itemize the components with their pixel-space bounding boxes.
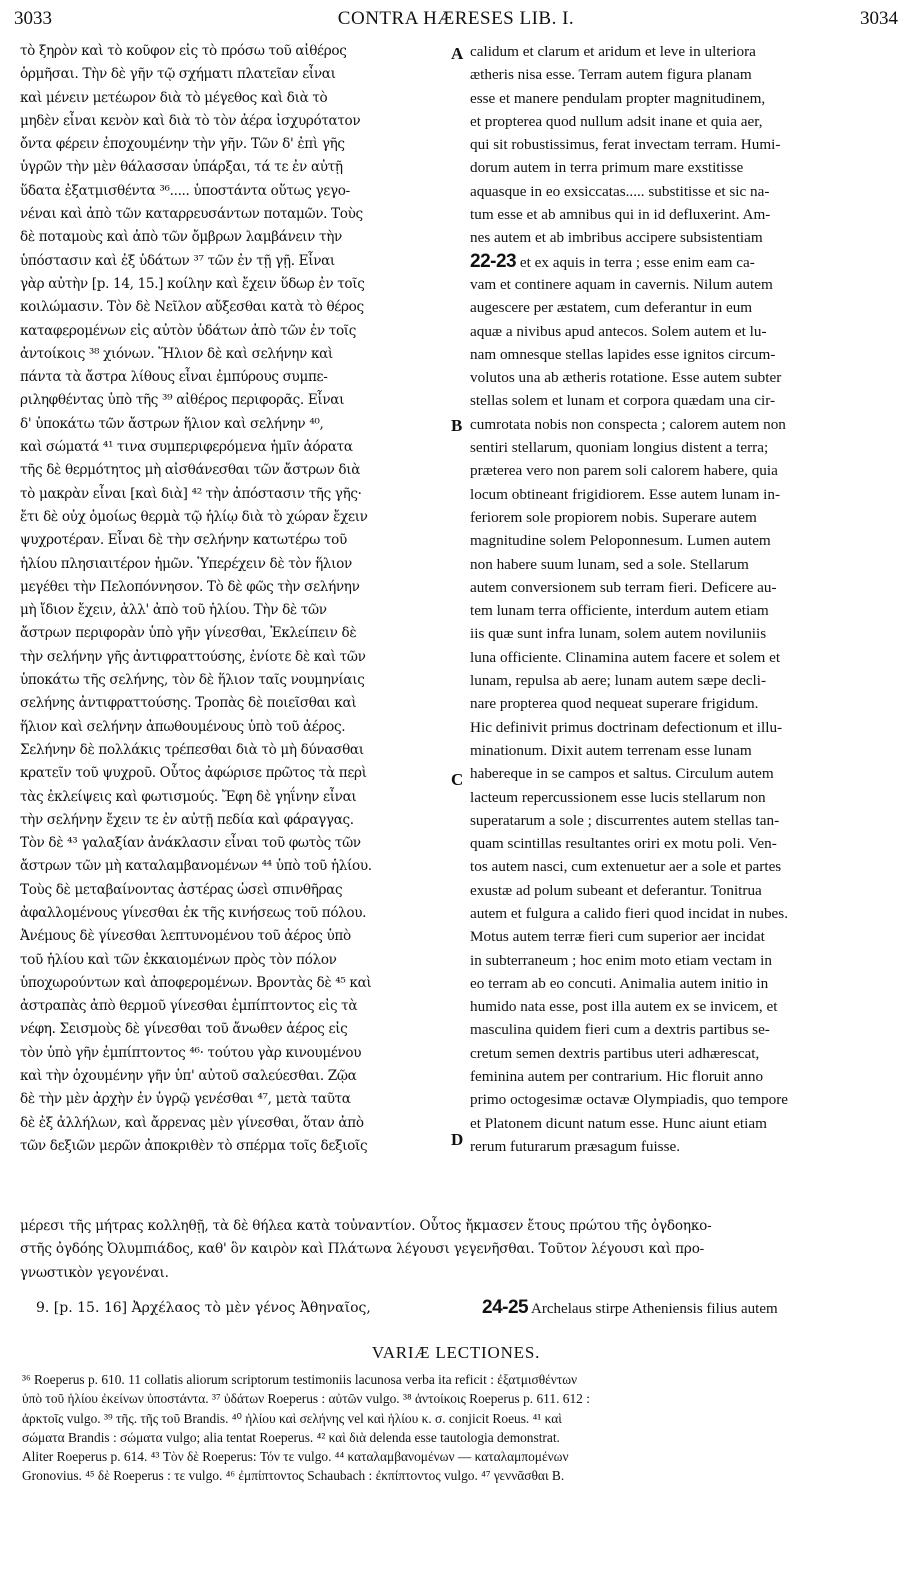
margin-letter-b: B: [451, 416, 463, 435]
greek-text-line: κοιλώμασιν. Τὸν δὲ Νεῖλον αὔξεσθαι κατὰ τὸ θέρος: [20, 299, 364, 316]
latin-text-line: nare propterea quod nequeat superare frigidum.: [470, 695, 759, 713]
greek-text-line: τὸ ξηρὸν καὶ τὸ κοῦφον εἰς τὸ πρόσω τοῦ αἰθέρος: [20, 43, 347, 59]
latin-text-line: primo octogesimæ octavæ Olympiadis, quo tempore: [470, 1091, 789, 1109]
greek-text-line: Τοὺς δὲ μεταβαίνοντας ἀστέρας ὡσεὶ σπινθῆρας: [20, 881, 343, 898]
greek-text-line: ὕδατα ἐξατμισθέντα ³⁶..... ὑποστάντα οὕτως γεγο-: [20, 182, 350, 199]
latin-text-line: exustæ ad polum subeant et deferantur. Tonitrua: [470, 881, 762, 899]
latin-text-line: stellas solem et lunam et corpora quædam una cir-: [470, 392, 776, 410]
greek-text-line: γὰρ αὐτὴν [p. 14, 15.] κοίλην καὶ ἔχειν ὕδωρ ἐν τοῖς: [20, 275, 365, 292]
greek-text-line: τὸν ὑπὸ γῆν ἐμπίπτοντος ⁴⁶· τούτου γὰρ κινουμένου: [20, 1044, 362, 1061]
latin-text-line: præterea vero non parem soli calorem habere, quia: [470, 462, 778, 480]
full-width-text-line: μέρεσι τῆς μήτρας κολληθῇ, τὰ δὲ θήλεα κατὰ τοὐναντίον. Οὗτος ἤκμασεν ἔτους πρώτου τῆς ὀγδοηκο-: [20, 1218, 712, 1234]
latin-text-line: in subterraneum ; hoc enim moto etiam vectam in: [470, 951, 772, 969]
latin-text-line: tum esse et ab amnibus qui in id defluxerint. Am-: [470, 206, 771, 224]
greek-text-line: καὶ μένειν μετέωρον διὰ τὸ μέγεθος καὶ διὰ τὸ: [20, 89, 328, 106]
greek-text-line: ὁρμῆσαι. Τὴν δὲ γῆν τῷ σχήματι πλατεῖαν εἶναι: [20, 66, 336, 83]
latin-text-line: feminina autem per contrarium. Hic floruit anno: [470, 1068, 764, 1086]
greek-text-line: μηδὲν εἶναι κενὸν καὶ διὰ τὸ τὸν ἀέρα ἰσχυρότατον: [20, 112, 361, 129]
greek-text-line: ἀστραπὰς ἀπὸ θερμοῦ γίνεσθαι ἐμπίπτοντος εἰς τὰ: [20, 998, 358, 1015]
latin-text-line: locum obtineant frigidiorem. Esse autem lunam in-: [470, 485, 781, 503]
latin-text-line: volutos una ab ætheris rotatione. Esse autem subter: [470, 369, 782, 387]
latin-text-line: nes autem et ab imbribus accipere subsistentiam: [470, 229, 763, 247]
latin-text-line: lacteum repercussionem esse lucis stellarum non: [470, 788, 766, 806]
latin-text-line: magnitudine solem Peloponnesum. Lumen autem: [470, 532, 771, 550]
section-9-line: [36, 1297, 896, 1325]
latin-text-line: Hic definivit primus doctrinam defectionum et illu-: [470, 718, 783, 736]
margin-letter-c: C: [451, 770, 464, 789]
greek-text-line: ὄντα φέρειν ἐποχουμένην τὴν γῆν. Τῶν δ' ἐπὶ γῆς: [20, 136, 345, 153]
greek-text-line: νέναι καὶ ἀπὸ τῶν καταρρευσάντων ποταμῶν. Τοὺς: [20, 206, 363, 223]
greek-text-line: ριληφθέντας ὑπὸ τῆς ³⁹ αἰθέρος περιφορᾶς. Εἶναι: [20, 392, 345, 409]
section-9-greek: 9. [p. 15. 16] Ἀρχέλαος τὸ μὲν γένος Ἀθηναῖος,: [36, 1300, 371, 1316]
margin-letter-d: D: [451, 1130, 464, 1149]
greek-text-line: δὲ ποταμοὺς καὶ ἀπὸ τῶν ὄμβρων λαμβάνειν τὴν: [20, 229, 342, 246]
latin-text-line: Motus autem terræ fieri cum superior aer incidat: [470, 928, 765, 946]
latin-text-line: luna officiente. Clinamina autem facere et solem et: [470, 648, 781, 666]
greek-text-line: τὴν σελήνην ἔχειν τε ἐν αὐτῇ πεδία καὶ φάραγγας.: [20, 811, 354, 828]
greek-text-line: καταφερομένων εἰς αὐτὸν ὑδάτων ἀπὸ τῶν ἐν τοῖς: [20, 322, 357, 339]
latin-text-line: humido nata esse, post illa autem ex se invicem, et: [470, 998, 778, 1016]
latin-text-line: non habere suum lunam, sed a sole. Stellarum: [470, 555, 749, 573]
greek-text-line: ὑγρῶν τὴν μὲν θάλασσαν ὑπάρξαι, τά τε ἐν αὐτῇ: [20, 159, 343, 176]
latin-text-line: augescere per æstatem, cum deferantur in eum: [470, 299, 753, 317]
greek-text-line: ἄστρων περιφορὰν ὑπὸ γῆν γίνεσθαι, Ἐκλείπειν δὲ: [20, 625, 357, 642]
latin-text-line: dorum autem in terra primum mare exstitisse: [470, 159, 744, 177]
page-title: CONTRA HÆRESES LIB. I.: [337, 8, 575, 29]
latin-text-line: habereque in se campos et saltus. Circulum autem: [470, 765, 774, 783]
greek-text-line: καὶ σώματά ⁴¹ τινα συμπεριφερόμενα ἡμῖν ἀόρατα: [20, 439, 353, 456]
greek-text-line: ἀφαλλομένους γίνεσθαι ἐκ τῆς κινήσεως τοῦ πόλου.: [20, 904, 367, 921]
greek-text-line: τῆς δὲ θερμότητος μὴ αἰσθάνεσθαι τῶν ἄστρων διὰ: [20, 462, 361, 479]
latin-column: [470, 40, 898, 1158]
latin-text-line: iis quæ sunt infra lunam, solem autem noviluniis: [470, 625, 767, 643]
greek-text-line: νέφη. Σεισμοὺς δὲ γίνεσθαι τοῦ ἄνωθεν ἀέρος εἰς: [20, 1021, 348, 1038]
greek-text-line: καὶ τὴν ὀχουμένην γῆν ὑπ' αὐτοῦ σαλεύεσθαι. Ζῷα: [20, 1068, 357, 1085]
greek-text-line: δὲ ἐξ ἀλλήλων, καὶ ἄρρενας μὲν γίνεσθαι, ὅταν ἀπὸ: [20, 1114, 364, 1131]
note-line: ὑπὸ τοῦ ἡλίου ἐκείνων ὑποστάντα. ³⁷ ὑδάτων Roeperus : αὐτῶν vulgo. ³⁸ ἀντοίκοις Roeperus p. 611. 612 :: [22, 1391, 590, 1407]
latin-text-line-section: [470, 250, 898, 273]
greek-text-line: πάντα τὰ ἄστρα λίθους εἶναι ἐμπύρους συμπε-: [20, 369, 328, 386]
greek-text-line: ἡλίου πλησιαιτέρον ἡμῶν. Ὑπερέχειν δὲ τὸν ἥλιον: [20, 555, 352, 572]
greek-text-line: ἔτι δὲ οὐχ ὁμοίως θερμὰ τῷ ἡλίῳ διὰ τὸ χώραν ἔχειν: [20, 508, 368, 525]
latin-text-line: tem lunam terra officiente, interdum autem etiam: [470, 602, 769, 620]
margin-letter-a: A: [451, 44, 464, 63]
latin-text-line: minationum. Dixit autem terrenam esse lunam: [470, 741, 752, 759]
latin-text-line: superatarum a sole ; discurrentes autem stellas tan-: [470, 811, 780, 829]
latin-text-line: calidum et clarum et aridum et leve in ulteriora: [470, 43, 756, 60]
latin-text-line: eo terram ab eo concuti. Animalia autem initio in: [470, 974, 769, 992]
latin-text-line: esse et manere pendulam propter magnitudinem,: [470, 89, 766, 107]
greek-text-line: δὲ τὴν μὲν ἀρχὴν ἐν ὑγρῷ γενέσθαι ⁴⁷, μετὰ ταῦτα: [20, 1091, 351, 1108]
greek-text-line: τὰς ἐκλείψεις καὶ φωτισμούς. Ἔφη δὲ γηΐνην εἶναι: [20, 788, 357, 805]
greek-text-line: ὑποκάτω τῆς σελήνης, τὸν δὲ ἥλιον ταῖς νουμηνίαις: [20, 672, 365, 689]
latin-text-line: masculina quidem fieri cum a dextris partibus se-: [470, 1021, 770, 1039]
latin-text-line: cretum semen dextris partibus uteri adhærescat,: [470, 1044, 760, 1062]
latin-text-line: quam scintillas resultantes oriri ex motu poli. Ven-: [470, 835, 777, 853]
greek-text-line: ψυχροτέραν. Εἶναι δὲ τὴν σελήνην κατωτέρω τοῦ: [20, 532, 347, 549]
latin-text-line: ætheris nisa esse. Terram autem figura planam: [470, 66, 752, 84]
greek-text-line: ὑποχωρούντων καὶ ἀποφερομένων. Βροντὰς δὲ ⁴⁵ καὶ: [20, 974, 372, 991]
latin-text-line: aquasque in eo exsiccatas..... substitisse et sic na-: [470, 182, 770, 200]
greek-text-line: ἄστρων τῶν μὴ καταλαμβανομένων ⁴⁴ ὑπὸ τοῦ ἡλίου.: [20, 858, 372, 875]
note-line: ἀρκτοῖς vulgo. ³⁹ τῆς. τῆς τοῦ Brandis. ⁴⁰ ἡλίου καὶ σελήνης vel καὶ ἡλίου κ. σ. conjicit Roeus. ⁴¹ καὶ: [22, 1410, 562, 1426]
latin-text-line: cumrotata nobis non conspecta ; calorem autem non: [470, 415, 786, 433]
greek-text-line: τὴν σελήνην γῆς ἀντιφραττούσης, ἐνίοτε δὲ καὶ τῶν: [20, 648, 366, 665]
latin-text-line: qui sit robustissimus, ferat invectam terram. Humi-: [470, 136, 781, 154]
greek-text-line: μεγέθει τὴν Πελοπόννησον. Τὸ δὲ φῶς τὴν σελήνην: [20, 578, 360, 595]
full-width-text-line: γνωστικὸν γεγονέναι.: [20, 1264, 169, 1281]
latin-text-line: et Platonem dicunt natum esse. Hunc aiunt etiam: [470, 1114, 767, 1132]
full-width-text-line: στῆς ὀγδόης Ὀλυμπιάδος, καθ' ὃν καιρὸν καὶ Πλάτωνα λέγουσι γεγενῆσθαι. Τοῦτον λέγουσι καὶ προ-: [20, 1241, 705, 1258]
variae-lectiones-title: VARIÆ LECTIONES.: [371, 1343, 541, 1362]
latin-text-line: rerum futurarum præsagum fuisse.: [470, 1137, 681, 1155]
latin-text-line: et propterea quod nullum adsit inane et quia aer,: [470, 112, 763, 130]
greek-text-line: δ' ὑποκάτω τῶν ἄστρων ἥλιον καὶ σελήνην ⁴⁰,: [20, 415, 324, 432]
note-line: Aliter Roeperus p. 614. ⁴³ Τὸν δὲ Roeperus: Τόν τε vulgo. ⁴⁴ καταλαμβανομένων — καταλαμπομένων: [22, 1449, 569, 1465]
section-9-latin: [482, 1297, 778, 1319]
section-number-22-23: 22-23: [470, 250, 517, 272]
greek-text-line: Σελήνην δὲ πολλάκις τρέπεσθαι διὰ τὸ μὴ δύνασθαι: [20, 741, 364, 758]
greek-text-line: Τὸν δὲ ⁴³ γαλαξίαν ἀνάκλασιν εἶναι τοῦ φωτὸς τῶν: [20, 835, 361, 852]
latin-text-line: aquæ a nivibus apud antecos. Solem autem et lu-: [470, 322, 767, 340]
section-number-24-25: 24-25: [482, 1297, 529, 1318]
running-header: [14, 8, 898, 34]
greek-text-line: ἥλιον καὶ σελήνην ἀπωθουμένους ὑπὸ τοῦ ἀέρος.: [20, 718, 346, 735]
page-number-left: 3033: [14, 8, 52, 29]
note-line: Gronovius. ⁴⁵ δὲ Roeperus : τε vulgo. ⁴⁶ ἐμπίπτοντος Schaubach : ἐκπίπτοντος vulgo. ⁴⁷ γεννᾶσθαι B.: [22, 1468, 565, 1484]
greek-text-line: Ἀνέμους δὲ γίνεσθαι λεπτυνομένου τοῦ ἀέρος ὑπὸ: [20, 928, 351, 945]
greek-text-line: τῶν δεξιῶν μερῶν ἀποκριθὲν τὸ σπέρμα τοῖς δεξιοῖς: [20, 1137, 368, 1154]
page-number-right: 3034: [860, 8, 898, 29]
latin-text-line: autem conversionem sub terram fieri. Deficere au-: [470, 578, 777, 596]
latin-text-line: feriorem sole propiorem nobis. Superare autem: [470, 508, 757, 526]
greek-text-line: τὸ μακρὰν εἶναι [καὶ διὰ] ⁴² τὴν ἀπόστασιν τῆς γῆς·: [20, 485, 362, 502]
greek-text-line: μὴ ἴδιον ἔχειν, ἀλλ' ἀπὸ τοῦ ἡλίου. Τὴν δὲ τῶν: [20, 602, 327, 619]
latin-text-fragment: et ex aquis in terra ; esse enim eam ca-: [519, 253, 755, 271]
latin-text-line: autem et fulgura a calido fieri quod incidat in nubes.: [470, 904, 788, 922]
latin-text-line: sentiri stellarum, quoniam longius distent a terra;: [470, 439, 769, 457]
greek-text-line: σελήνης ἀντιφραττούσης. Τροπὰς δὲ ποιεῖσθαι καὶ: [20, 695, 357, 712]
greek-column: [20, 40, 448, 1158]
note-line: σώματα Brandis : σώματα vulgo; alia tentat Roeperus. ⁴² καὶ διὰ delenda esse tautologia demonstrat.: [22, 1429, 560, 1445]
greek-text-line: κρατεῖν τοῦ ψυχροῦ. Οὗτος ἀφώρισε πρῶτος τὰ περὶ: [20, 765, 367, 782]
full-width-greek: [20, 1215, 892, 1285]
variae-lectiones-notes: [22, 1370, 894, 1486]
greek-text-line: τοῦ ἡλίου καὶ τῶν ἐκκαιομένων πρὸς τὸν πόλον: [20, 951, 337, 968]
latin-text-line: nam omnesque stellas lapides esse ignitos circum-: [470, 345, 776, 363]
greek-text-line: ἀντοίκοις ³⁸ χιόνων. Ἥλιον δὲ καὶ σελήνην καὶ: [20, 345, 333, 362]
latin-text-line: lunam, repulsa ab aere; lunam autem sæpe decli-: [470, 672, 767, 690]
latin-text-line: tos autem nasci, cum extenuetur aer a sole et partes: [470, 858, 782, 876]
latin-text-line: vam et continere aquam in cavernis. Nilum autem: [470, 275, 773, 293]
section-9-latin-text: Archelaus stirpe Atheniensis filius autem: [531, 1301, 778, 1317]
greek-text-line: ὑπόστασιν καὶ ἐξ ὑδάτων ³⁷ τῶν ἐν τῇ γῇ. Εἶναι: [20, 252, 335, 269]
note-line: ³⁶ Roeperus p. 610. 11 collatis aliorum scriptorum testimoniis lacunosa verba ita reficit : ἐξατμισθέντων: [22, 1372, 578, 1387]
